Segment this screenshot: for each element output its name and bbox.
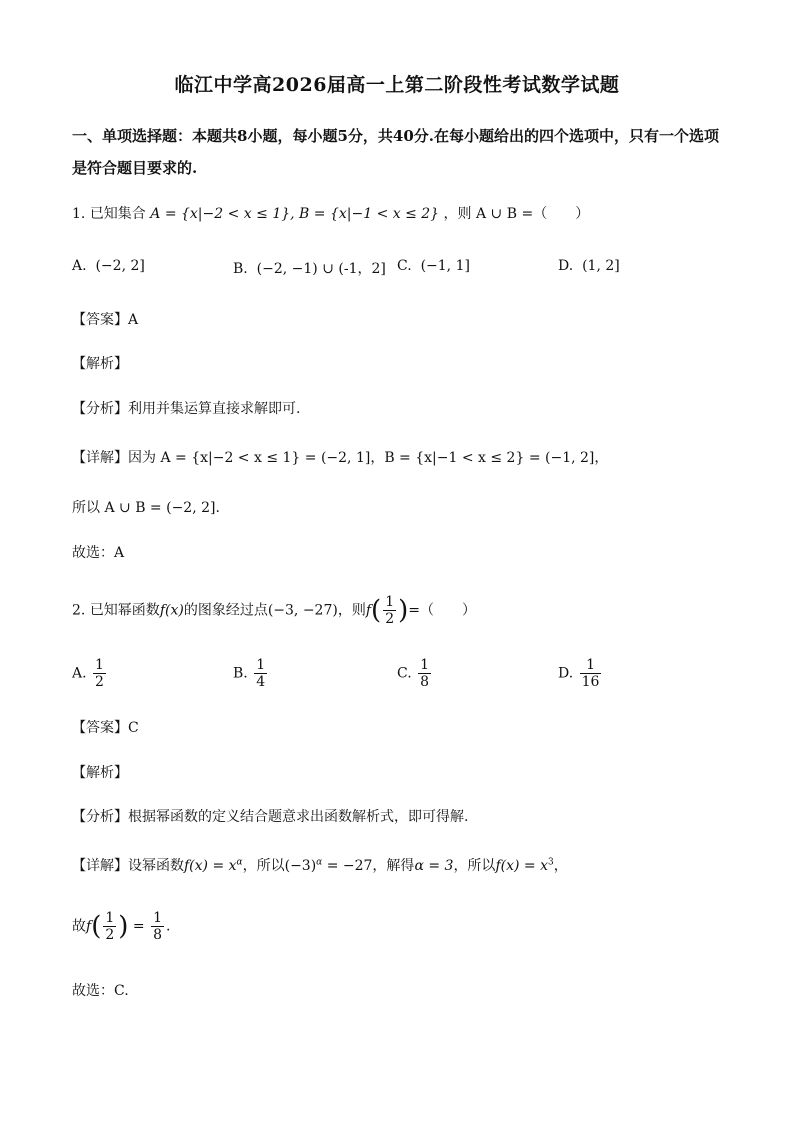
q1-fenxi: 【分析】利用并集运算直接求解即可.: [72, 400, 301, 417]
q1-option-a: A. (−2, 2]: [72, 258, 145, 274]
q1-stem-math: A = {x|−2 < x ≤ 1}, B = {x|−1 < x ≤ 2}: [150, 206, 440, 222]
page-title: 临江中学高2026届高一上第二阶段性考试数学试题: [174, 74, 620, 96]
q1-stem-suffix: ，则 A ∪ B =（ ）: [443, 206, 590, 222]
q2-conclusion: 故f( $\frac{1}{2}$ ) = $\frac{1}{8}$ .: [72, 910, 171, 943]
q2-option-b: B. $\frac{1}{4}$: [233, 657, 266, 690]
q2-choose: 故选：C.: [72, 983, 129, 999]
q1-answer: 【答案】A: [72, 311, 139, 328]
q1-stem: [72, 203, 589, 223]
q1-number: 1.: [72, 206, 86, 222]
q1-stem-prefix: 已知集合: [89, 206, 146, 222]
q2-xiangjie: 【详解】设幂函数$f(x) = x^\alpha$，所以$(-3)^\alpha = -27$，解得α = 3，所以$f(x) = x^3$，: [72, 857, 568, 874]
q2-stem: 2. 已知幂函数f(x)的图象经过点(−3, −27)，则f( $\frac{1}{2}$ )=（ ）: [72, 594, 476, 627]
q2-stem-fraction: $\frac{1}{2}$: [385, 594, 395, 627]
q1-xiangjie: 【详解】因为 A = {x|−2 < x ≤ 1} = (−2, 1]，B = {x|−1 < x ≤ 2} = (−1, 2]，: [72, 449, 609, 466]
q1-xiangjie-2: 所以 A ∪ B = (−2, 2].: [72, 500, 220, 516]
q1-option-b: B. (−2, −1) ∪ (-1，2]: [233, 261, 386, 277]
q2-option-d: D. $\frac{1}{16}$: [558, 657, 600, 690]
q1-option-c: C. (−1, 1]: [397, 258, 470, 274]
q2-option-c: C. $\frac{1}{8}$: [397, 657, 430, 690]
q1-option-d: D. (1, 2]: [558, 258, 620, 274]
q1-choose: 故选：A: [72, 545, 125, 561]
q2-answer: 【答案】C: [72, 719, 139, 736]
q2-option-a: A. $\frac{1}{2}$: [72, 657, 104, 690]
q2-fenxi: 【分析】根据幂函数的定义结合题意求出函数解析式，即可得解.: [72, 808, 469, 825]
q2-analysis-tag: 【解析】: [72, 764, 128, 780]
section-heading: 一、单项选择题：本题共8小题，每小题5分，共40分.在每小题给出的四个选项中，只有一个选项是符合题目要求的.: [72, 127, 719, 177]
q1-analysis-tag: 【解析】: [72, 355, 128, 371]
